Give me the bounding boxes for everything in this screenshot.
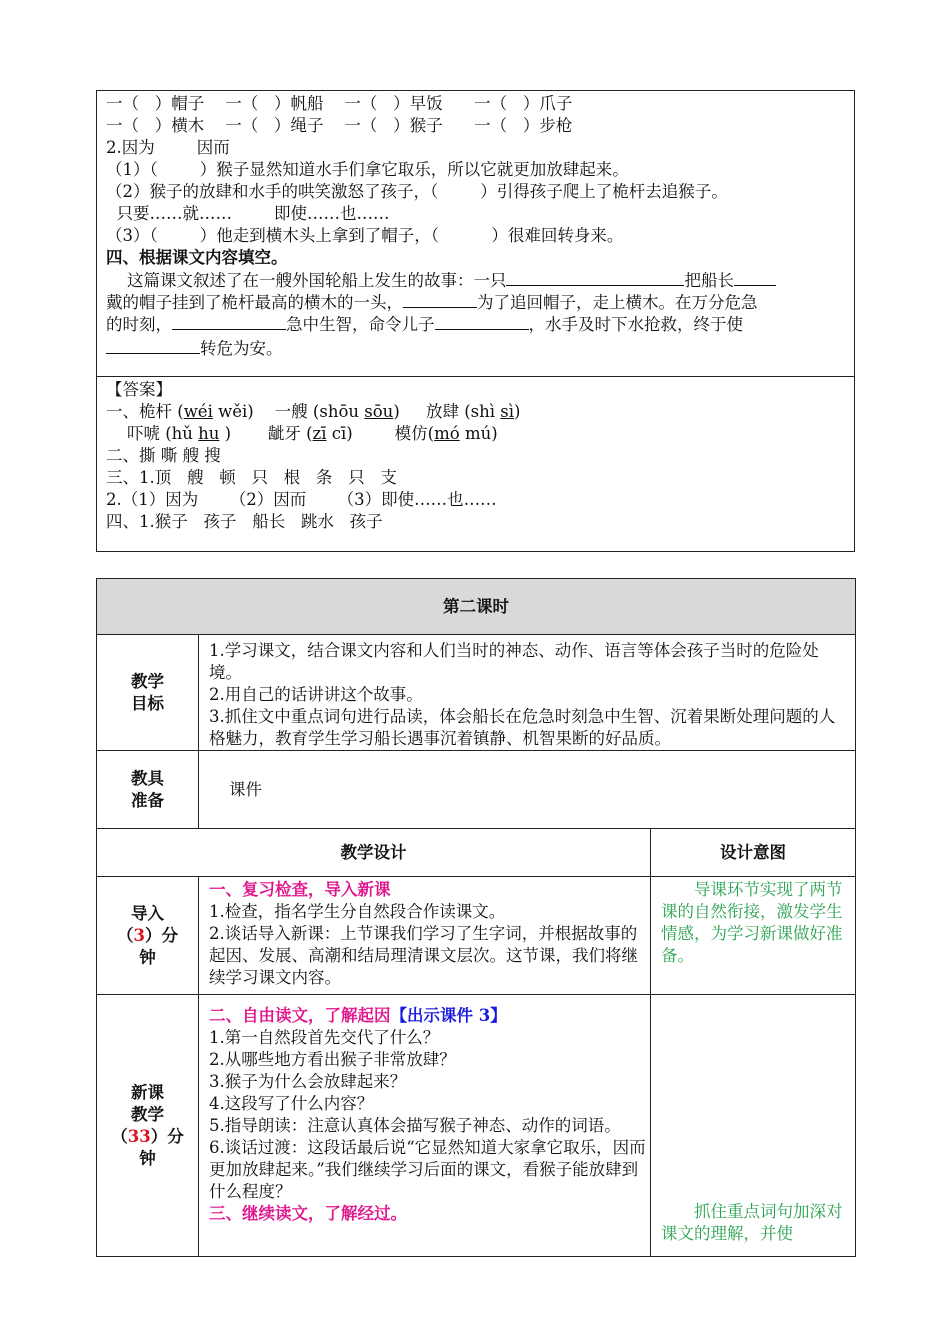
label-text: ）分	[150, 1126, 184, 1146]
fill-blank	[106, 337, 200, 354]
answer-2: 二、撕 嘶 艘 搜	[106, 446, 221, 465]
minutes-value: 33	[127, 1126, 151, 1146]
newlesson-label-2: 教学	[131, 1104, 164, 1124]
newlesson-label-3	[97, 1126, 198, 1148]
intro-heading: 一、复习检查，导入新课	[209, 880, 391, 899]
newlesson-intent	[651, 995, 856, 1257]
answer-underlined: sì	[500, 402, 515, 421]
answer-underlined: hu	[198, 424, 220, 443]
measure-row-2: 一（ ）横木 一（ ）绳子 一（ ）猴子 一（ ）步枪	[106, 116, 573, 135]
answer-text: wěi) 一艘 (shōu	[212, 402, 365, 421]
intro-label-1: 导入	[131, 903, 164, 923]
answer-text: 吓唬 (hǔ	[106, 424, 199, 443]
lesson-plan-table	[96, 578, 856, 1257]
answer-text: cī) 模仿(	[326, 424, 435, 443]
newlesson-line: 3.猴子为什么会放肆起来？	[209, 1072, 407, 1091]
answer-3-2: 2.（1）因为 （2）因而 （3）即使……也……	[106, 490, 497, 509]
label-text: （	[111, 1126, 128, 1146]
newlesson-heading: 二、自由读文，了解起因	[209, 1006, 391, 1025]
conjunction-words-2: 只要……就…… 即使……也……	[106, 204, 390, 223]
fill-line-2	[106, 291, 758, 314]
goal-item: 1.学习课文，结合课文内容和人们当时的神态、动作、语言等体会孩子当时的危险处境。	[209, 641, 819, 682]
answer-text: ) 放肆 (shì	[393, 402, 501, 421]
newlesson-label	[97, 995, 199, 1257]
fill-text: 这篇课文叙述了在一艘外国轮船上发生的故事：一只	[106, 271, 507, 290]
intro-label	[97, 877, 199, 995]
fill-text: 急中生智，命令儿子	[286, 315, 435, 334]
fill-line-3	[106, 313, 743, 336]
conjunction-q2: （2）猴子的放肆和水手的哄笑激怒了孩子，（ ）引得孩子爬上了桅杆去追猴子。	[106, 182, 728, 201]
goals-label-1: 教学	[131, 671, 164, 691]
answer-underlined: wéi	[183, 402, 213, 421]
intro-label-3: 钟	[139, 947, 156, 967]
intro-line: 2.谈话导入新课：上节课我们学习了生字词，并根据故事的起因、发展、高潮和结局理清课文层次。这节课，我们将继续学习课文内容。	[209, 924, 638, 987]
newlesson-line: 4.这段写了什么内容？	[209, 1094, 374, 1113]
newlesson-intent-text: 抓住重点词句加深对课文的理解，并使	[661, 1202, 843, 1243]
tools-label-2: 准备	[131, 790, 164, 810]
fill-text: 为了追回帽子，走上横木。在万分危急	[477, 293, 758, 312]
answer-underlined: sōu	[364, 402, 394, 421]
fill-blank	[734, 269, 776, 286]
conjunction-words-1: 2.因为 因而	[106, 138, 230, 157]
tools-label	[97, 751, 199, 829]
fill-blank	[172, 313, 286, 330]
conjunction-q1: （1）（ ）猴子显然知道水手们拿它取乐，所以它就更加放肆起来。	[106, 160, 629, 179]
intro-content	[199, 877, 651, 995]
minutes-value: 3	[133, 925, 145, 945]
newlesson-line: 2.从哪些地方看出猴子非常放肆？	[209, 1050, 456, 1069]
intro-intent-text: 导课环节实现了两节课的自然衔接，激发学生情感，为学习新课做好准备。	[661, 880, 843, 965]
fill-line-4	[106, 337, 283, 360]
fill-text: 戴的帽子挂到了桅杆最高的横木的一头，	[106, 293, 403, 312]
newlesson-line: 6.谈话过渡：这段话最后说“它显然知道大家拿它取乐，因而更加放肆起来。”我们继续学习后面的课文，看猴子能放肆到什么程度？	[209, 1138, 646, 1201]
answer-text: mú)	[459, 424, 498, 443]
label-text: ）分	[144, 925, 178, 945]
goals-label-2: 目标	[131, 693, 164, 713]
slide-tag: 【出示课件 3】	[390, 1006, 507, 1025]
tools-value: 课件	[229, 780, 262, 799]
goal-item: 3.抓住文中重点词句进行品读，体会船长在危急时刻急中生智、沉着果断处理问题的人格魅力，教育学生学习船长遇事沉着镇静、机智果断的好品质。	[209, 707, 836, 748]
measure-row-1: 一（ ）帽子 一（ ）帆船 一（ ）早饭 一（ ）爪子	[106, 94, 573, 113]
goals-content	[199, 635, 856, 751]
fill-text: ，水手及时下水抢救，终于使	[528, 315, 743, 334]
fill-text: 的时刻，	[106, 315, 172, 334]
intro-line: 1.检查，指名学生分自然段合作读课文。	[209, 902, 506, 921]
tools-content	[199, 751, 856, 829]
goal-item: 2.用自己的话讲讲这个故事。	[209, 685, 423, 704]
answer-text: 一、桅杆 (	[106, 402, 184, 421]
newlesson-line: 1.第一自然段首先交代了什么？	[209, 1028, 440, 1047]
answer-underlined: mó	[434, 424, 460, 443]
intro-intent	[651, 877, 856, 995]
answer-3-1: 三、1.顶 艘 顿 只 根 条 只 支	[106, 468, 397, 487]
answers-title: 【答案】	[106, 380, 172, 399]
fill-section-title: 四、根据课文内容填空。	[106, 248, 288, 267]
intent-header: 设计意图	[651, 829, 856, 877]
fill-blank	[403, 291, 477, 308]
conjunction-q3: （3）（ ）他走到横木头上拿到了帽子，（ ）很难回转身来。	[106, 226, 624, 245]
fill-text: 把船长	[684, 271, 734, 290]
newlesson-label-4: 钟	[139, 1148, 156, 1168]
fill-blank	[435, 313, 529, 330]
answer-4: 四、1.猴子 孩子 船长 跳水 孩子	[106, 512, 383, 531]
answer-pinyin-1	[106, 401, 520, 423]
newlesson-label-1: 新课	[131, 1082, 164, 1102]
tools-label-1: 教具	[131, 768, 164, 788]
fill-blank	[506, 269, 684, 286]
newlesson-content	[199, 995, 651, 1257]
newlesson-line: 5.指导朗读：注意认真体会描写猴子神态、动作的词语。	[209, 1116, 621, 1135]
fill-line-1	[106, 269, 776, 292]
label-text: （	[117, 925, 134, 945]
newlesson-heading-2: 三、继续读文，了解经过。	[209, 1204, 407, 1223]
lesson-title: 第二课时	[97, 579, 856, 635]
answer-text: )	[514, 402, 521, 421]
answer-pinyin-2	[106, 423, 498, 445]
goals-label	[97, 635, 199, 751]
answer-underlined: zī	[312, 424, 327, 443]
intro-label-2	[97, 925, 198, 947]
answer-text: ) 龇牙 (	[219, 424, 313, 443]
design-header: 教学设计	[97, 829, 651, 877]
fill-text: 转危为安。	[200, 339, 283, 358]
